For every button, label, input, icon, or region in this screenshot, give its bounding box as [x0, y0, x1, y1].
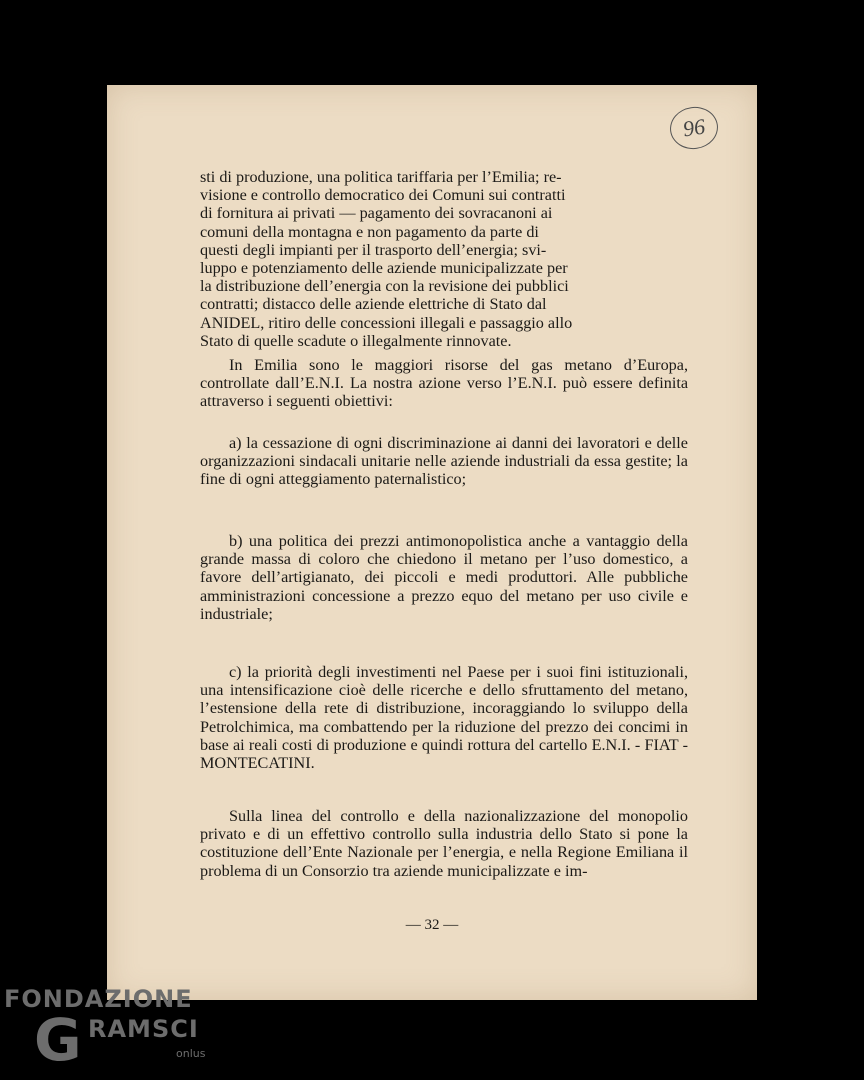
intro-line: questi degli impianti per il trasporto dell’energia; svi-: [200, 240, 547, 259]
page-folio: — 32 —: [405, 917, 459, 933]
document-page: [107, 85, 757, 1000]
item-c-block: [200, 663, 688, 772]
fondazione-gramsci-watermark: [4, 985, 219, 1080]
sulla-paragraph: Sulla linea del controllo e della nazionalizzazione del monopolio privato e di un effettivo controllo sulla industria dello Stato si pone la costituzione dell’Ente Nazionale per l’energia, e nella Regione Emiliana il problema di un Consorzio tra aziende municipalizzate e im-: [200, 807, 688, 880]
intro-line: ANIDEL, ritiro delle concessioni illegali e passaggio allo: [200, 313, 573, 332]
watermark-initial: G: [34, 1006, 82, 1074]
list-item-a: a) la cessazione di ogni discriminazione ai danni dei lavoratori e delle organizzazioni sindacali unitarie nelle aziende industriali da essa gestite; la fine di ogni atteggiamento paternalistico;: [200, 434, 688, 489]
intro-line: di fornitura ai privati — pagamento dei sovracanoni ai: [200, 204, 553, 223]
intro-paragraph: [200, 168, 688, 350]
intro-line: luppo e potenziamento delle aziende municipalizzate per: [200, 259, 568, 278]
intro-line: comuni della montagna e non pagamento da parte di: [200, 222, 539, 241]
intro-line: visione e controllo democratico dei Comuni sui contratti: [200, 186, 566, 205]
intro-line: contratti; distacco delle aziende elettriche di Stato dal: [200, 295, 547, 314]
handwritten-page-number: 96: [667, 104, 720, 152]
watermark-line2: RAMSCI: [88, 1015, 199, 1043]
emilia-paragraph: In Emilia sono le maggiori risorse del gas metano d’Europa, controllate dall’E.N.I. La nostra azione verso l’E.N.I. può essere definita attraverso i seguenti obiettivi:: [200, 356, 688, 411]
item-a-block: [200, 434, 688, 489]
watermark-sub: onlus: [176, 1047, 206, 1060]
item-b-block: [200, 532, 688, 623]
intro-line: sti di produzione, una politica tariffaria per l’Emilia; re-: [200, 168, 562, 186]
list-item-b: b) una politica dei prezzi antimonopolistica anche a vantaggio della grande massa di coloro che chiedono il metano per l’uso domestico, a favore dell’artigianato, dei piccoli e medi produttori. Alle pubbliche amministrazioni concessione a prezzo equo del metano per uso civile e industriale;: [200, 532, 688, 623]
intro-line: la distribuzione dell’energia con la revisione dei pubblici: [200, 277, 569, 296]
sulla-paragraph-block: [200, 807, 688, 880]
list-item-c: c) la priorità degli investimenti nel Paese per i suoi fini istituzionali, una intensificazione cioè delle ricerche e dello sfruttamento del metano, l’estensione della rete di distribuzione, incoraggiando lo sviluppo della Petrolchimica, ma combattendo per la riduzione del prezzo dei concimi in base ai reali costi di produzione e quindi rottura del cartello E.N.I. - FIAT - MONTECATINI.: [200, 663, 688, 773]
emilia-paragraph-block: [200, 356, 688, 411]
watermark-line1: FONDAZIONE: [4, 985, 193, 1013]
intro-line: Stato di quelle scadute o illegalmente rinnovate.: [200, 331, 512, 350]
